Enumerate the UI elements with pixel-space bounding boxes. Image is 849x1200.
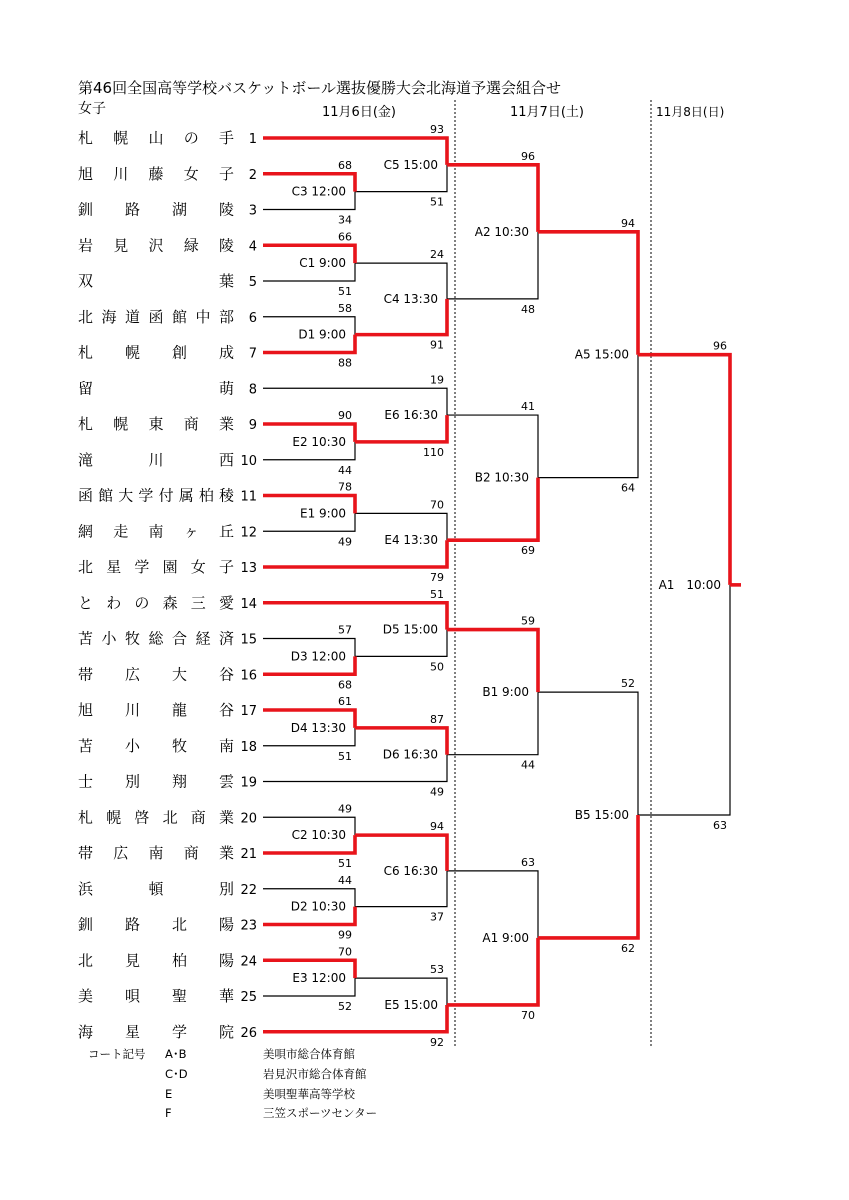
- score-top: 94: [430, 820, 444, 834]
- team-name: 網走南ヶ丘: [78, 522, 234, 541]
- team-seed: 18: [240, 739, 257, 755]
- match-label: C2 10:30: [291, 828, 346, 843]
- team-name: 札幌創成: [78, 343, 234, 362]
- score-top: 59: [521, 614, 535, 628]
- score-bottom: 68: [338, 678, 352, 692]
- match-label: E5 15:00: [384, 997, 438, 1012]
- score-bottom: 44: [521, 758, 535, 772]
- team-seed: 7: [248, 346, 257, 362]
- team-name: 岩見沢緑陵: [78, 236, 234, 255]
- team-name: 北海道函館中部: [78, 307, 234, 326]
- score-top: 19: [430, 373, 444, 387]
- score-top: 58: [338, 301, 352, 315]
- team-name: 双葉: [78, 272, 234, 290]
- score-bottom: 69: [521, 544, 535, 558]
- score-bottom: 92: [430, 1035, 444, 1049]
- score-bottom: 88: [338, 356, 352, 370]
- match-label: E1 9:00: [300, 506, 346, 521]
- team-seed: 3: [248, 203, 257, 219]
- score-top: 78: [338, 480, 352, 494]
- page-subtitle: 女子: [78, 101, 106, 117]
- team-seed: 14: [240, 596, 257, 612]
- team-name: 浜頓別: [78, 879, 234, 898]
- team-seed: 4: [248, 239, 257, 255]
- bracket-connector: [447, 692, 538, 755]
- score-top: 51: [430, 587, 444, 601]
- team-seed: 8: [248, 382, 257, 398]
- bracket-connector: [447, 415, 538, 478]
- court-venue: 美唄聖華高等学校: [263, 1087, 355, 1101]
- match-label: E6 16:30: [384, 408, 438, 423]
- match-label: D6 16:30: [382, 747, 438, 762]
- team-name: 海星学院: [78, 1022, 234, 1041]
- score-bottom: 37: [430, 910, 444, 924]
- score-top: 53: [430, 963, 444, 977]
- match-label: A2 10:30: [474, 224, 529, 239]
- score-bottom: 64: [621, 481, 635, 495]
- score-bottom: 49: [430, 785, 444, 799]
- court-legend: [88, 1047, 377, 1120]
- team-name: 札幌啓北商業: [78, 808, 234, 827]
- score-top: 61: [338, 695, 352, 708]
- team-seed: 21: [240, 847, 257, 862]
- bracket-connector: [538, 355, 638, 478]
- team-seed: 20: [240, 811, 257, 827]
- team-name: 札幌東商業: [78, 415, 234, 433]
- match-label: A5 15:00: [574, 347, 629, 362]
- score-top: 68: [338, 158, 352, 172]
- court-legend-heading: コート記号: [88, 1047, 146, 1061]
- score-bottom: 51: [338, 749, 352, 763]
- score-top: 96: [713, 339, 727, 353]
- bracket-connector: [447, 871, 538, 938]
- match-label: E2 10:30: [292, 434, 346, 449]
- team-seed: 6: [248, 310, 257, 326]
- court-venue: 岩見沢市総合体育館: [263, 1067, 367, 1081]
- match-label: D2 10:30: [290, 899, 346, 914]
- team-name: 美唄聖華: [78, 987, 234, 1005]
- winner-path: [447, 630, 538, 693]
- team-seed: 15: [240, 632, 257, 648]
- match-label: D4 13:30: [290, 720, 346, 735]
- score-bottom: 49: [338, 535, 352, 549]
- winner-path: [538, 232, 638, 355]
- score-bottom: 51: [338, 285, 352, 298]
- team-seed: 26: [240, 1025, 257, 1041]
- score-bottom: 51: [430, 195, 444, 209]
- score-top: 66: [338, 230, 352, 244]
- team-seed: 16: [240, 668, 257, 684]
- page-title: 第46回全国高等学校バスケットボール選抜優勝大会北海道予選会組合せ: [78, 79, 562, 97]
- match-label: A1 9:00: [482, 930, 529, 945]
- team-name: 留萌: [78, 379, 234, 398]
- team-seed: 1: [248, 132, 257, 147]
- match-label: C4 13:30: [383, 291, 438, 306]
- winner-path: [447, 938, 538, 1005]
- team-name: とわの森三愛: [78, 593, 234, 612]
- match-label: A1 10:00: [658, 577, 721, 592]
- winner-path: [447, 165, 538, 232]
- score-bottom: 99: [338, 928, 352, 942]
- score-bottom: 50: [430, 660, 444, 674]
- score-top: 70: [430, 498, 444, 512]
- score-top: 57: [338, 623, 352, 637]
- score-bottom: 70: [521, 1008, 535, 1022]
- court-venue: 三笠スポーツセンター: [263, 1106, 378, 1120]
- match-label: C1 9:00: [299, 256, 346, 271]
- score-top: 94: [621, 216, 635, 230]
- bracket-connector: [638, 585, 730, 815]
- winner-path: [638, 355, 730, 585]
- score-top: 93: [430, 123, 444, 136]
- team-name: 旭川藤女子: [78, 164, 234, 183]
- score-top: 87: [430, 712, 444, 726]
- match-label: D5 15:00: [382, 622, 438, 637]
- team-name: 函館大学付属柏稜: [78, 486, 234, 505]
- match-label: B5 15:00: [574, 808, 629, 823]
- score-bottom: 34: [338, 213, 352, 227]
- score-top: 63: [521, 855, 535, 869]
- day-label-2: 11月7日(土): [510, 105, 584, 120]
- match-label: B1 9:00: [482, 685, 529, 700]
- team-name: 苫小牧南: [78, 736, 234, 755]
- match-label: D1 9:00: [298, 327, 346, 342]
- team-name: 釧路北陽: [78, 915, 234, 934]
- team-name: 滝川西: [78, 450, 234, 469]
- match-label: B2 10:30: [474, 470, 529, 485]
- team-seed: 9: [248, 418, 257, 433]
- team-list: [78, 129, 257, 1041]
- team-seed: 17: [240, 704, 257, 719]
- day-label-1: 11月6日(金): [322, 105, 396, 120]
- score-top: 90: [338, 409, 352, 422]
- team-seed: 12: [240, 525, 257, 541]
- score-top: 44: [338, 873, 352, 887]
- team-seed: 23: [240, 918, 257, 934]
- score-bottom: 91: [430, 338, 444, 352]
- score-top: 96: [521, 149, 535, 163]
- match-label: E4 13:30: [384, 533, 438, 548]
- team-name: 帯広大谷: [78, 665, 234, 684]
- score-bottom: 63: [713, 819, 727, 833]
- team-name: 北星学園女子: [78, 558, 234, 576]
- score-bottom: 52: [338, 1000, 352, 1013]
- team-seed: 13: [240, 561, 257, 576]
- winner-path: [538, 815, 638, 938]
- score-bottom: 51: [338, 857, 352, 870]
- match-label: C6 16:30: [383, 863, 438, 878]
- score-top: 49: [338, 802, 352, 816]
- match-label: E3 12:00: [292, 971, 346, 986]
- team-seed: 10: [240, 453, 257, 469]
- team-name: 帯広南商業: [78, 844, 234, 862]
- team-name: 札幌山の手: [78, 129, 234, 147]
- team-seed: 2: [248, 167, 257, 183]
- match-label: C3 12:00: [291, 184, 346, 199]
- match-label: D3 12:00: [290, 649, 346, 664]
- score-top: 24: [430, 248, 444, 262]
- team-name: 旭川龍谷: [78, 701, 234, 719]
- score-top: 41: [521, 400, 535, 414]
- court-code: E: [165, 1087, 173, 1101]
- score-bottom: 79: [430, 571, 444, 584]
- team-seed: 5: [248, 275, 257, 290]
- score-top: 70: [338, 945, 352, 959]
- score-bottom: 48: [521, 302, 535, 316]
- score-bottom: 110: [423, 445, 444, 459]
- court-code: F: [165, 1106, 172, 1120]
- team-seed: 24: [240, 954, 257, 970]
- match-label: C5 15:00: [383, 157, 438, 172]
- team-name: 苫小牧総合経済: [78, 629, 234, 648]
- team-name: 士別翔雲: [78, 772, 234, 791]
- score-bottom: 44: [338, 463, 352, 477]
- team-seed: 25: [240, 990, 257, 1005]
- team-seed: 22: [240, 882, 257, 898]
- team-seed: 19: [240, 775, 257, 791]
- bracket-connector: [447, 232, 538, 299]
- team-name: 北見柏陽: [78, 951, 234, 970]
- day-label-3: 11月8日(日): [656, 105, 725, 119]
- court-code: C･D: [165, 1067, 188, 1081]
- court-venue: 美唄市総合体育館: [263, 1047, 355, 1061]
- bracket-connector: [538, 692, 638, 815]
- team-name: 釧路湖陵: [78, 200, 234, 219]
- winner-path: [447, 478, 538, 541]
- team-seed: 11: [240, 489, 257, 505]
- score-bottom: 62: [621, 941, 635, 955]
- score-top: 52: [621, 677, 635, 691]
- court-code: A･B: [165, 1047, 187, 1061]
